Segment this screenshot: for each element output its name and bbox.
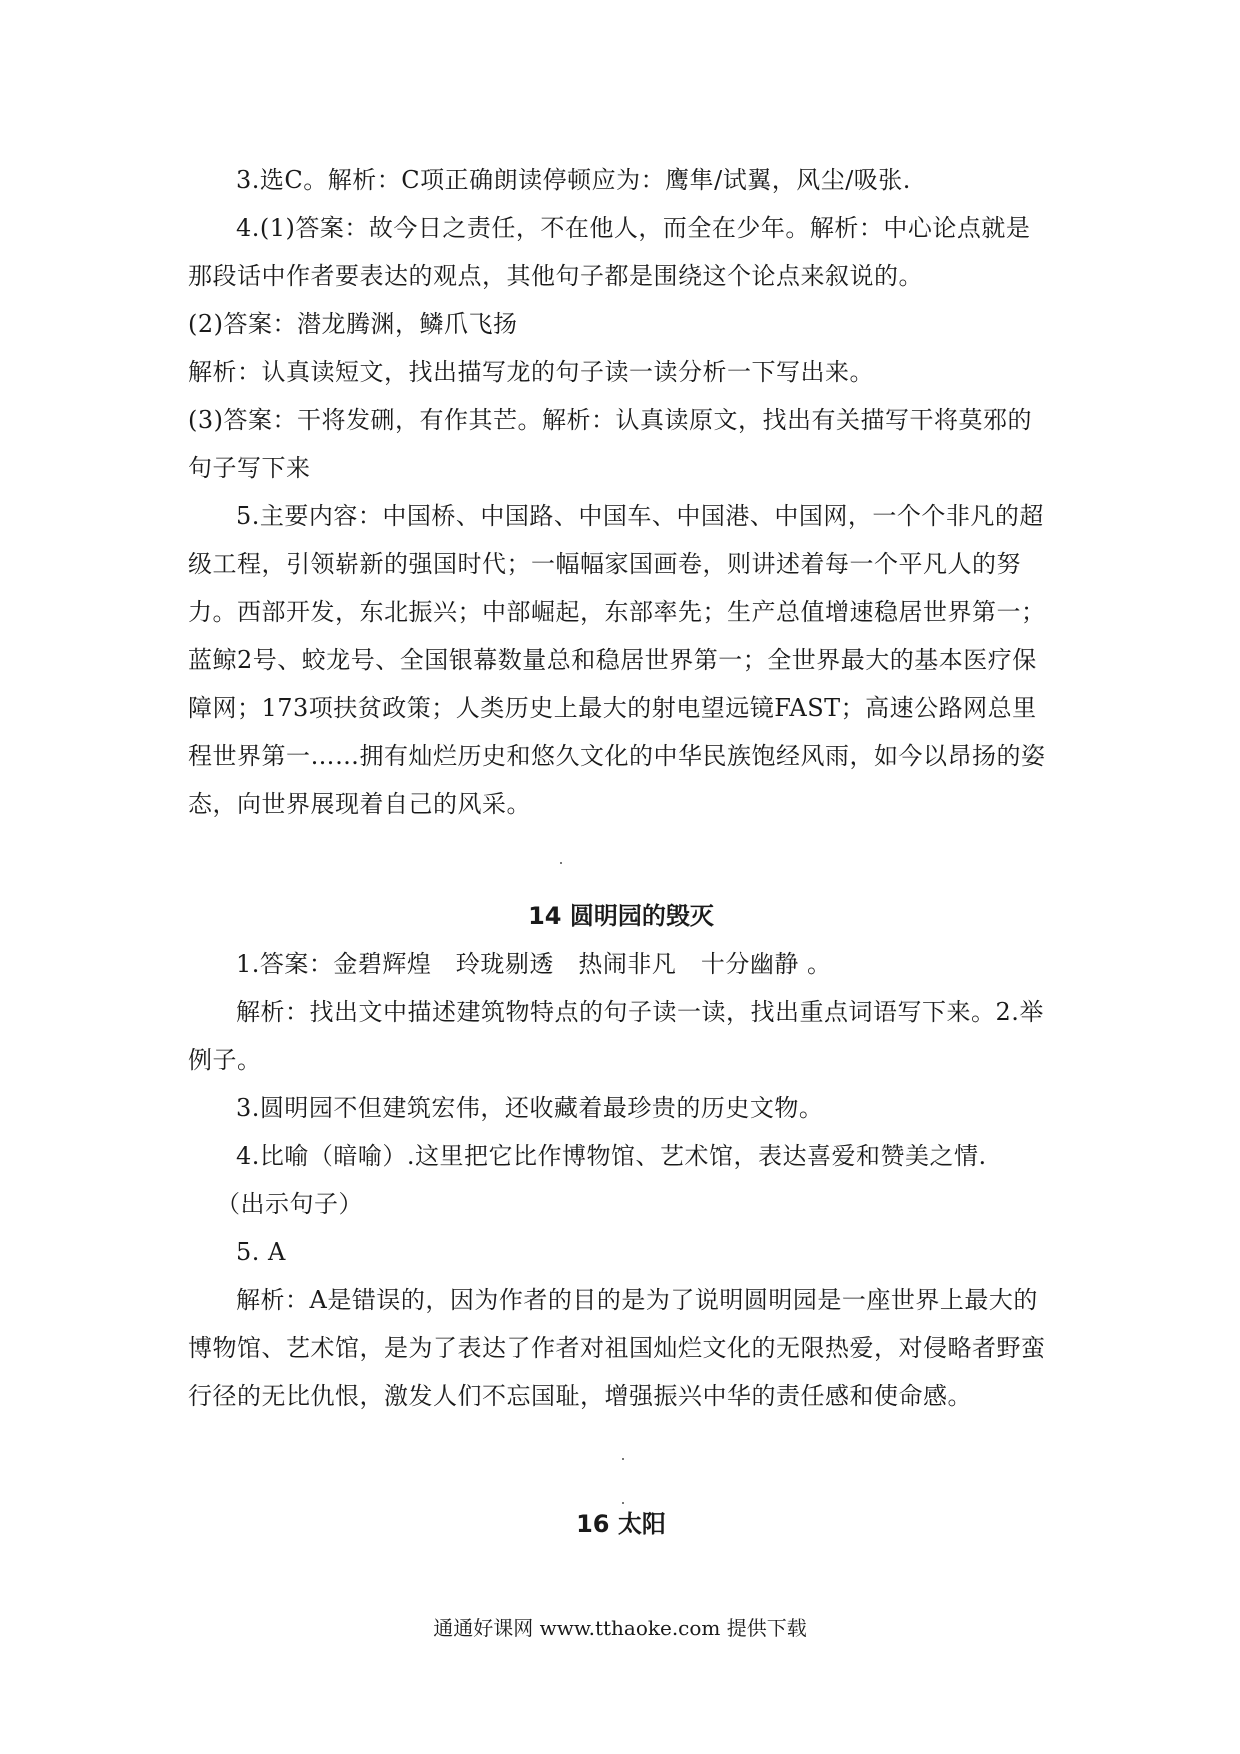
s14-answer-4: 4.比喻（暗喻）.这里把它比作博物馆、艺术馆，表达喜爱和赞美之情. [236,1142,987,1170]
answer-4-1: 4.(1)答案：故今日之责任，不在他人，而全在少年。解析：中心论点就是那段话中作者要表达的观点，其他句子都是围绕这个论点来叙说的。 [188,214,1031,290]
document-content [188,156,1054,1548]
answer-3: 3.选C。解析：C项正确朗读停顿应为：鹰隼/试翼，风尘/吸张. [236,166,911,194]
s14-answer-4-note: （出示句子） [216,1190,363,1218]
scan-speck [560,862,562,864]
answer-4-2: (2)答案：潜龙腾渊，鳞爪飞扬 [188,310,518,338]
s14-analysis-5: 解析：A是错误的，因为作者的目的是为了说明圆明园是一座世界上最大的博物馆、艺术馆，是为了表达了作者对祖国灿烂文化的无限热爱，对侵略者野蛮行径的无比仇恨，激发人们不忘国耻，增强振兴中华的责任感和使命感。 [188,1286,1046,1410]
section-heading-14: 14 圆明园的毁灭 [528,902,714,930]
analysis-4-2: 解析：认真读短文，找出描写龙的句子读一读分析一下写出来。 [188,358,874,386]
scan-speck [622,1458,624,1460]
page-footer: 通通好课网 www.tthaoke.com 提供下载 [433,1616,807,1640]
answer-5-main-content: 5.主要内容：中国桥、中国路、中国车、中国港、中国网，一个个非凡的超级工程，引领崭新的强国时代；一幅幅家国画卷，则讲述着每一个平凡人的努力。西部开发，东北振兴；中部崛起，东部率先；生产总值增速稳居世界第一；蓝鲸2号、蛟龙号、全国银幕数量总和稳居世界第一；全世界最大的基本医疗保障网；173项扶贫政策；人类历史上最大的射电望远镜FAST；高速公路网总里程世界第一……拥有灿烂历史和悠久文化的中华民族饱经风雨，如今以昂扬的姿态，向世界展现着自己的风采。 [188,502,1046,818]
s14-answer-5: 5. A [236,1238,286,1266]
s14-answer-1: 1.答案：金碧辉煌 玲珑剔透 热闹非凡 十分幽静 。 [236,950,832,978]
answer-4-3: (3)答案：干将发硎，有作其芒。解析：认真读原文，找出有关描写干将莫邪的句子写下来 [188,406,1032,482]
section-heading-16: 16 太阳 [576,1510,666,1538]
scan-speck [622,1502,624,1504]
s14-answer-3: 3.圆明园不但建筑宏伟，还收藏着最珍贵的历史文物。 [236,1094,824,1122]
s14-analysis-1: 解析：找出文中描述建筑物特点的句子读一读，找出重点词语写下来。2.举例子。 [188,998,1044,1074]
